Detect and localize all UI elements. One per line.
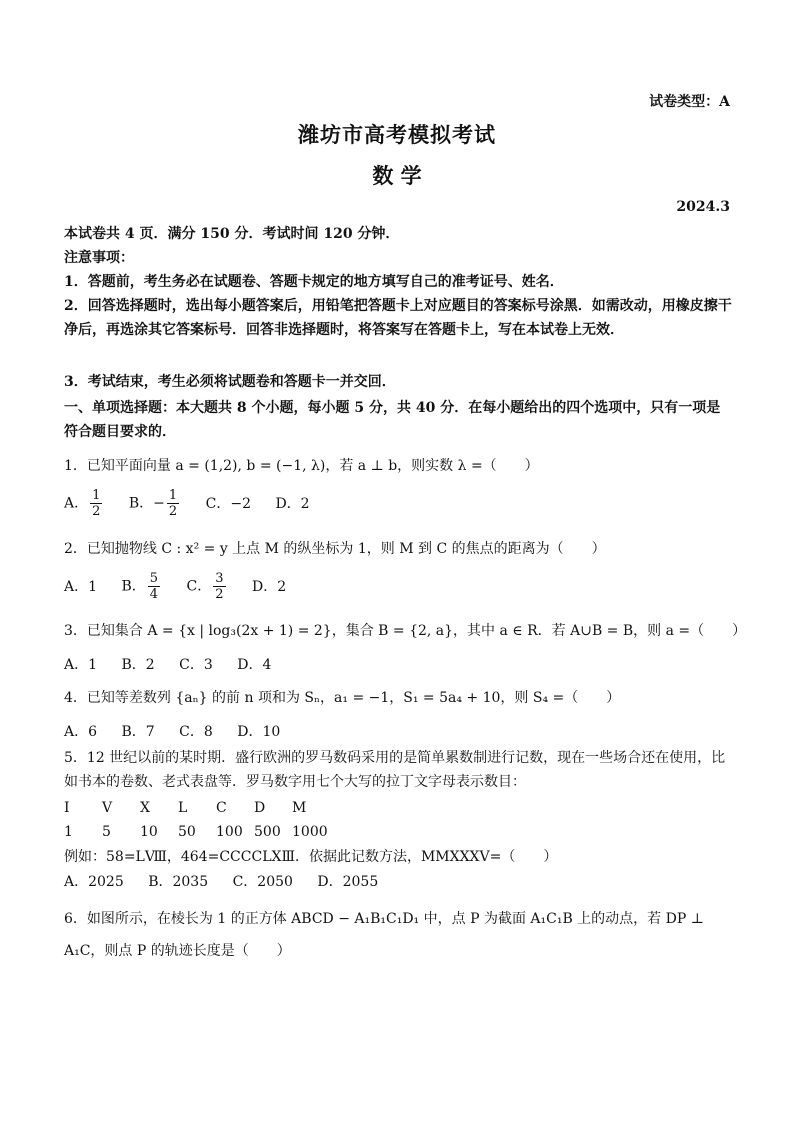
q1-option-a: A． $\frac{1}{2}$ xyxy=(64,488,101,519)
q3-option-c: C．3 xyxy=(179,657,213,673)
paper-type: 试卷类型：A xyxy=(649,94,730,110)
question-2-stem: 2．已知抛物线 C : x² = y 上点 M 的纵坐标为 1，则 M 到 C 的焦点的距离为（ ） xyxy=(64,541,606,557)
roman-values-row xyxy=(64,820,330,844)
question-1-stem: 1．已知平面向量 a = (1,2), b = (−1, λ)，若 a ⊥ b，则实数 λ =（ ） xyxy=(64,458,539,474)
roman-value: 1000 xyxy=(292,824,328,840)
q3-option-a: A．1 xyxy=(64,657,98,673)
q1-option-c: C．−2 xyxy=(205,495,251,512)
question-6-stem: 6．如图所示，在棱长为 1 的正方体 ABCD − A₁B₁C₁D₁ 中，点 P 为截面 A₁C₁B 上的动点，若 DP ⊥ A₁C，则点 P 的轨迹长度是（ ） xyxy=(64,911,704,959)
question-5-stem: 5．12 世纪以前的某时期．盛行欧洲的罗马数码采用的是简单累数制进行记数，现在一些场合还在使用，比如书本的卷数、老式表盘等．罗马数字用七个大写的拉丁文字母表示数目： xyxy=(64,750,726,790)
q1-option-b: B．− $\frac{1}{2}$ xyxy=(128,488,178,519)
roman-letter: I xyxy=(64,800,70,816)
q5-option-d: D．2055 xyxy=(317,874,379,890)
q4-option-c: C．8 xyxy=(179,724,213,740)
q3-option-b: B．2 xyxy=(121,657,155,673)
notice-3: 3．考试结束，考生必须将试题卷和答题卡一并交回． xyxy=(64,374,396,390)
q2-option-c: C． $\frac{3}{2}$ xyxy=(186,571,224,602)
roman-letter: L xyxy=(178,800,188,816)
question-3-options xyxy=(64,653,291,677)
q3-option-d: D．4 xyxy=(237,657,272,673)
exam-date: 2024.3 xyxy=(676,199,730,215)
roman-letter: C xyxy=(216,800,227,816)
q2-option-a: A．1 xyxy=(64,578,98,595)
notice-heading: 注意事项： xyxy=(64,250,134,266)
q1-option-d: D．2 xyxy=(275,495,310,512)
intro-line: 本试卷共 4 页．满分 150 分．考试时间 120 分钟． xyxy=(64,226,400,242)
roman-letter: M xyxy=(292,800,307,816)
roman-letters-row xyxy=(64,796,330,820)
q5-option-b: B．2035 xyxy=(148,874,209,890)
question-3-stem: 3．已知集合 A = {x | log₃(2x + 1) = 2}，集合 B = {2, a}，其中 a ∈ R．若 A∪B = B，则 a =（ ） xyxy=(64,623,747,639)
question-2-options xyxy=(64,571,306,602)
question-5-example: 例如：58=LⅧ，464=CCCCLXⅢ．依据此记数方法，MMXXXV=（ ） xyxy=(64,849,558,865)
exam-title: 潍坊市高考模拟考试 xyxy=(298,122,496,147)
roman-value: 5 xyxy=(102,824,111,840)
roman-letter: V xyxy=(102,800,113,816)
q4-option-d: D．10 xyxy=(237,724,281,740)
exam-subject: 数 学 xyxy=(372,163,422,188)
roman-value: 100 xyxy=(216,824,243,840)
question-1-options xyxy=(64,488,330,519)
roman-value: 500 xyxy=(254,824,281,840)
roman-letter: D xyxy=(254,800,266,816)
roman-value: 10 xyxy=(140,824,158,840)
question-4-stem: 4．已知等差数列 {aₙ} 的前 n 项和为 Sₙ，a₁ = −1，S₁ = 5a₄ + 10，则 S₄ =（ ） xyxy=(64,690,621,706)
q5-option-c: C．2050 xyxy=(232,874,293,890)
q5-option-a: A．2025 xyxy=(64,874,124,890)
q2-option-d: D．2 xyxy=(251,578,287,595)
question-4-options xyxy=(64,720,300,744)
q4-option-b: B．7 xyxy=(121,724,155,740)
q2-option-b: B． $\frac{5}{4}$ xyxy=(121,571,159,602)
notice-1: 1．答题前，考生务必在试题卷、答题卡规定的地方填写自己的准考证号、姓名． xyxy=(64,274,564,290)
notice-2: 2．回答选择题时，选出每小题答案后，用铅笔把答题卡上对应题目的答案标号涂黑．如需改动，用橡皮擦干净后，再选涂其它答案标号．回答非选择题时，将答案写在答题卡上，写在本试卷上无效． xyxy=(64,298,732,338)
question-5-options xyxy=(64,870,398,894)
roman-value: 1 xyxy=(64,824,73,840)
roman-letter: X xyxy=(140,800,150,816)
section-1-heading: 一、单项选择题：本大题共 8 个小题，每小题 5 分，共 40 分．在每小题给出的四个选项中，只有一项是符合题目要求的． xyxy=(64,400,721,440)
roman-value: 50 xyxy=(178,824,196,840)
q4-option-a: A．6 xyxy=(64,724,98,740)
